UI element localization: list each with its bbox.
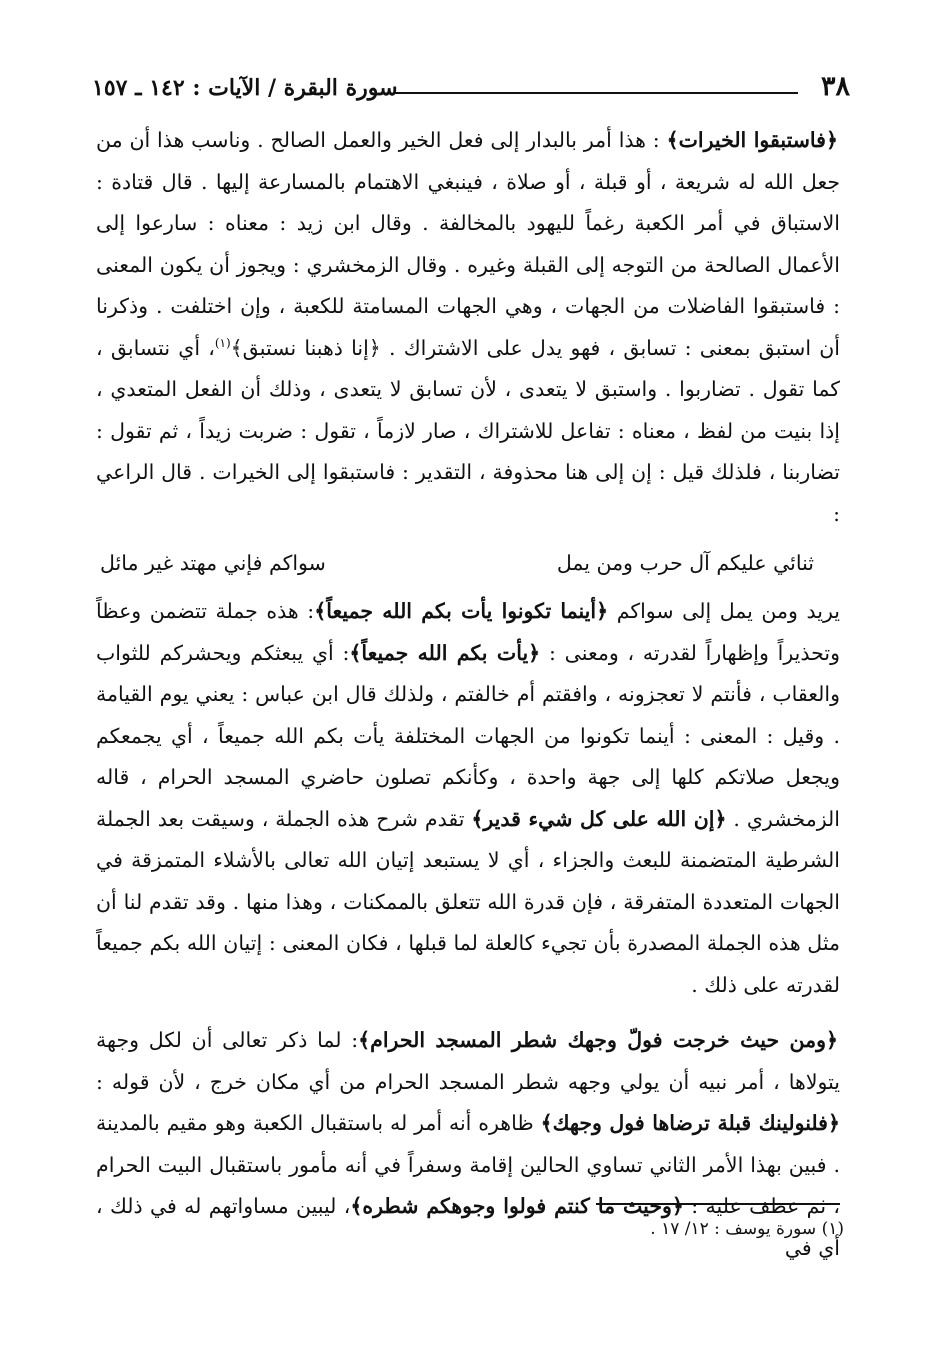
paragraph-text: يريد ومن يمل إلى سواكم — [616, 599, 840, 623]
verse-second-hemistich: سواكم فإني مهتد غير مائل — [100, 551, 326, 575]
quran-quote: ﴿يأت بكم الله جميعاً﴾ — [349, 640, 541, 665]
page-header — [92, 70, 850, 110]
paragraph-text: ، أي نتسابق ، كما تقول . تضاربوا . واستبق لا يتعدى ، لأن تسابق لا يتعدى ، وذلك أن الفعل المتعدي ، إذا بنيت من لفظ ، معناه : تفاعل للاشتراك ، صار لازماً ، تقول : ضربت زيداً ، ثم تقول : تضاربنا ، فلذلك قيل : إن إلى هنا محذوفة ، التقدير : فاستبقوا إلى الخيرات . قال الراعي : — [96, 335, 840, 526]
paragraph-text: ، ليبين مساواتهم له في ذلك ، أي في — [96, 1194, 840, 1260]
quran-quote: ﴿ومن حيث خرجت فولّ وجهك شطر المسجد الحرام﴾ — [358, 1028, 839, 1052]
quran-quote: ﴿أينما تكونوا يأت بكم الله جميعاً﴾ — [314, 599, 609, 623]
running-title: سورة البقرة / الآيات : ١٤٢ ـ ١٥٧ — [92, 75, 398, 101]
page-number: ٣٨ — [820, 71, 850, 102]
poetry-verse — [96, 535, 840, 591]
paragraph-text: : هذا أمر بالبدار إلى فعل الخير والعمل الصالح . وناسب هذا أن من جعل الله له شريعة ، أو قبلة ، أو صلاة ، فينبغي الاهتمام بالمسارعة إليها . قال قتادة : الاستباق في أمر الكعبة رغماً لليهود بالمخالفة . وقال ابن زيد : معناه : سارعوا إلى الأعمال الصالحة من التوجه إلى القبلة وغيره . وقال الزمخشري : ويجوز أن يكون المعنى : فاستبقوا الفاضلات من الجهات ، وهي الجهات المسامتة للكعبة ، وإن اختلفت . وذكرنا أن استبق بمعنى : تسابق ، فهو يدل على الاشتراك . — [96, 128, 840, 360]
paragraph-text: : لما ذكر تعالى أن لكل وجهة يتولاها ، أمر نبيه أن يولي وجهه شطر المسجد الحرام من أي مكان خرج ، لأن قوله : — [96, 1028, 840, 1094]
paragraph-text: : هذه جملة تتضمن وعظاً وتحذيراً وإظهاراً لقدرته ، ومعنى : — [96, 599, 840, 665]
paragraph-1 — [96, 120, 840, 535]
footnote: (١) سورة يوسف : ١٢/ ١٧ . — [650, 1219, 844, 1239]
quran-quote: ﴿فلنولينك قبلة ترضاها فول وجهك﴾ — [540, 1111, 840, 1135]
footnote-rule — [596, 1203, 840, 1205]
main-text — [96, 120, 840, 1269]
paragraph-text: : أي يبعثكم ويحشركم للثواب والعقاب ، فأنتم لا تعجزونه ، وافقتم أم خالفتم ، ولذلك قال ابن عباس : يعني يوم القيامة . وقيل : المعنى : أينما تكونوا من الجهات المختلفة يأت بكم الله جميعاً ، أي يجمعكم ويجعل صلاتكم كلها إلى جهة واحدة ، وكأنكم تصلون حاضري المسجد الحرام ، قاله الزمخشري . — [96, 640, 840, 831]
header-rule — [393, 92, 798, 94]
paragraph-gap — [96, 1006, 840, 1020]
quran-quote: ﴿فاستبقوا الخيرات﴾ — [666, 128, 838, 152]
paragraph-text: ظاهره أنه أمر له باستقبال الكعبة وهو مقيم بالمدينة . فبين بهذا الأمر الثاني تساوي الحالين إقامة وسفراً في أنه مأمور باستقبال البيت الحرام ، ثم عطف عليه : — [96, 1111, 840, 1218]
quran-quote: ﴿إنا ذهبنا نستبق﴾ — [230, 335, 381, 360]
quran-quote: ﴿إن الله على كل شيء قدير﴾ — [471, 806, 727, 831]
quran-quote: ﴿وحيث ما كنتم فولوا وجوهكم شطره﴾ — [350, 1194, 684, 1218]
paragraph-text: تقدم شرح هذه الجملة ، وسيقت بعد الجملة الشرطية المتضمنة للبعث والجزاء ، أي لا يستبعد إتيان الله تعالى بالأشلاء المتمزقة في الجهات المتعددة المتفرقة ، فإن قدرة الله تتعلق بالممكنات ، وهذا منها . وقد تقدم لنا أن مثل هذه الجملة المصدرة بأن تجيء كالعلة لما قبلها ، فكان المعنى : إتيان الله بكم جميعاً لقدرته على ذلك . — [96, 806, 840, 997]
verse-first-hemistich: ثنائي عليكم آل حرب ومن يمل — [556, 551, 814, 575]
footnote-marker: (١) — [214, 335, 231, 350]
paragraph-2 — [96, 591, 840, 1006]
